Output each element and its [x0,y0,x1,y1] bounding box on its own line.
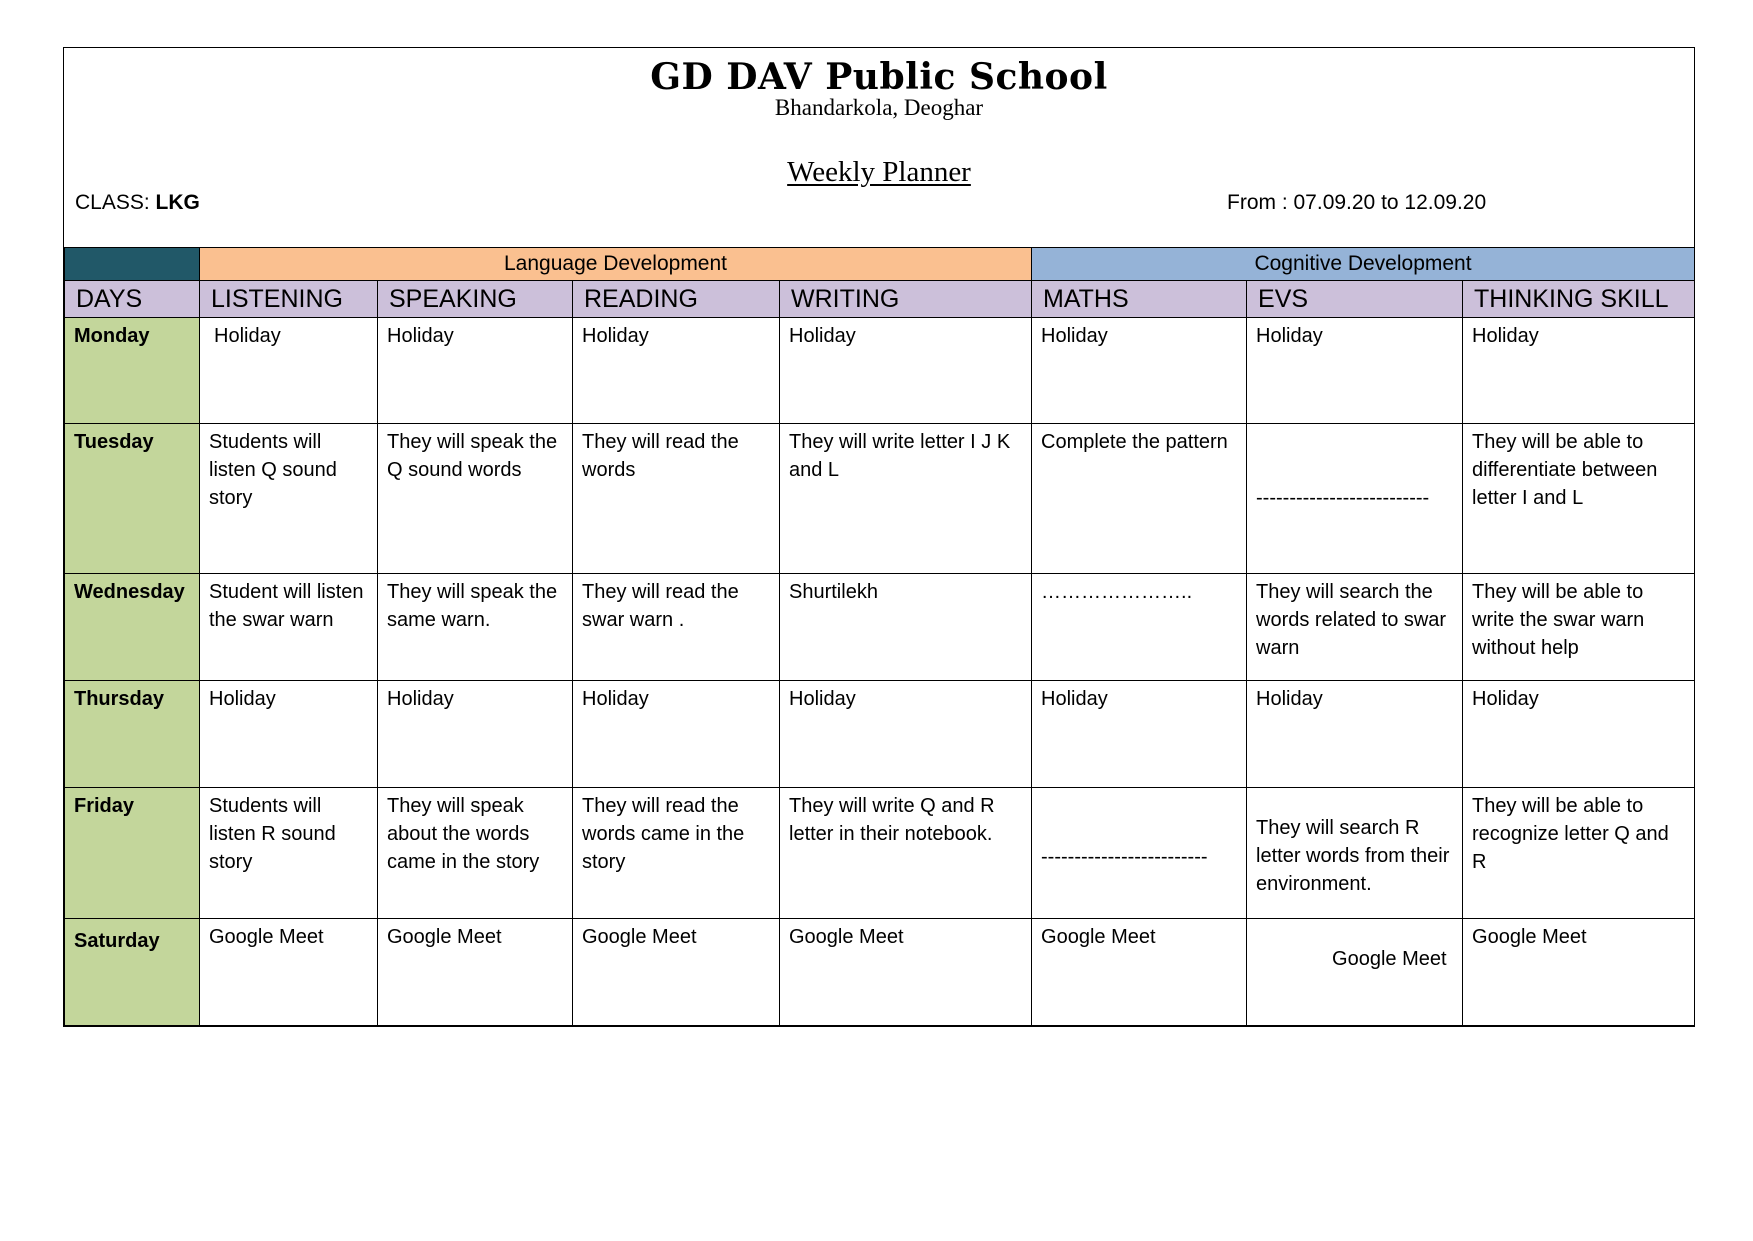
column-header-evs: EVS [1247,281,1463,318]
day-label: Monday [65,318,200,424]
table-cell: Holiday [1463,318,1695,424]
table-cell: ------------------------- [1032,788,1247,919]
category-band-row [65,248,1695,281]
school-address: Bhandarkola, Deoghar [774,95,984,120]
table-cell: Holiday [780,318,1032,424]
band-corner [65,248,200,281]
table-cell: They will search R letter words from their environment. [1247,788,1463,919]
table-cell: Holiday [780,681,1032,788]
table-cell: -------------------------- [1247,424,1463,574]
column-header-writing: WRITING [780,281,1032,318]
day-label: Thursday [65,681,200,788]
table-row-wednesday [65,574,1695,681]
table-cell: Google Meet [573,919,780,1026]
table-cell: Student will listen the swar warn [200,574,378,681]
table-cell: They will be able to differentiate between letter I and L [1463,424,1695,574]
column-header-days: DAYS [65,281,200,318]
band-language-development: Language Development [200,248,1032,281]
table-row-friday [65,788,1695,919]
table-cell: Holiday [573,681,780,788]
planner-document [63,47,1695,1027]
table-cell: They will be able to recognize letter Q and R [1463,788,1695,919]
date-range: From : 07.09.20 to 12.09.20 [1227,191,1487,214]
day-label: Wednesday [65,574,200,681]
table-cell: Google Meet [1463,919,1695,1026]
table-cell: They will speak the same warn. [378,574,573,681]
day-label: Saturday [65,919,200,1026]
planner-title-text: Weekly Planner [787,156,971,188]
table-cell: Holiday [378,318,573,424]
column-header-speaking: SPEAKING [378,281,573,318]
planner-title [64,156,1694,189]
table-cell: Complete the pattern [1032,424,1247,574]
table-cell: Holiday [200,318,378,424]
table-cell: They will write letter I J K and L [780,424,1032,574]
table-cell: They will read the words [573,424,780,574]
table-cell: They will speak the Q sound words [378,424,573,574]
table-cell: Holiday [1032,318,1247,424]
table-cell: Holiday [573,318,780,424]
column-header-row [65,281,1695,318]
table-cell: They will be able to write the swar warn without help [1463,574,1695,681]
table-row-thursday [65,681,1695,788]
table-row-saturday [65,919,1695,1026]
class-label: CLASS: [75,191,156,214]
table-cell: Google Meet [200,919,378,1026]
day-label: Friday [65,788,200,919]
table-cell: Shurtilekh [780,574,1032,681]
band-cognitive-development: Cognitive Development [1032,248,1695,281]
table-cell: Holiday [1032,681,1247,788]
table-cell: Students will listen R sound story [200,788,378,919]
table-cell: They will speak about the words came in the story [378,788,573,919]
table-cell: They will search the words related to swar warn [1247,574,1463,681]
table-cell: They will read the swar warn . [573,574,780,681]
column-header-thinking-skill: THINKING SKILL [1463,281,1695,318]
table-cell: Google Meet [1247,919,1463,1026]
class-value: LKG [155,191,200,214]
school-name: GD DAV Public School [650,56,1108,98]
table-cell: They will read the words came in the story [573,788,780,919]
table-cell: Holiday [1247,318,1463,424]
table-cell: Google Meet [780,919,1032,1026]
planner-table [64,247,1695,1026]
table-cell: Holiday [200,681,378,788]
column-header-listening: LISTENING [200,281,378,318]
table-cell: Google Meet [378,919,573,1026]
class-line [75,191,200,215]
column-header-reading: READING [573,281,780,318]
table-cell: Students will listen Q sound story [200,424,378,574]
column-header-maths: MATHS [1032,281,1247,318]
table-cell: Holiday [1463,681,1695,788]
day-label: Tuesday [65,424,200,574]
table-row-tuesday [65,424,1695,574]
table-cell: Holiday [378,681,573,788]
table-row-monday [65,318,1695,424]
table-cell: Google Meet [1032,919,1247,1026]
table-cell: Holiday [1247,681,1463,788]
table-cell: They will write Q and R letter in their notebook. [780,788,1032,919]
table-cell: ………………….. [1032,574,1247,681]
